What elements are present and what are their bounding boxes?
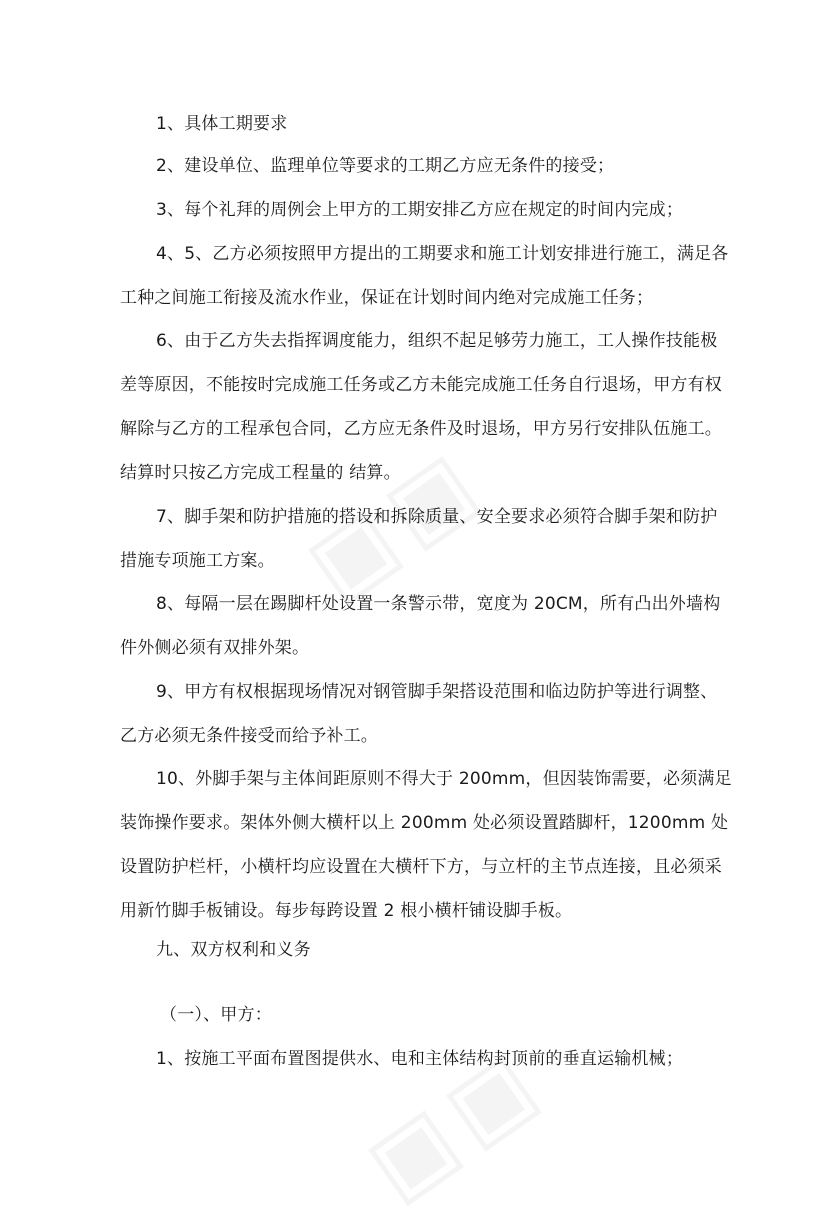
paragraph-line: 1、具体工期要求	[156, 114, 288, 134]
paragraph-line: 7、脚手架和防护措施的搭设和拆除质量、安全要求必须符合脚手架和防护	[156, 507, 718, 527]
paragraph-line: 工种之间施工衔接及流水作业，保证在计划时间内绝对完成施工任务；	[120, 288, 654, 308]
paragraph-line: 乙方必须无条件接受而给予补工。	[120, 726, 378, 746]
paragraph-2	[120, 144, 720, 188]
paragraph-line: 2、建设单位、监理单位等要求的工期乙方应无条件的接受；	[156, 156, 615, 176]
paragraph-3	[120, 188, 720, 232]
paragraph-line: 1、按施工平面布置图提供水、电和主体结构封顶前的垂直运输机械；	[156, 1049, 684, 1069]
paragraph-line: 用新竹脚手板铺设。每步每跨设置 2 根小横杆铺设脚手板。	[120, 901, 573, 921]
paragraph-7	[120, 495, 720, 583]
paragraph-4	[120, 232, 729, 320]
paragraph-line: 9、甲方有权根据现场情况对钢管脚手架搭设范围和临边防护等进行调整、	[156, 682, 718, 702]
paragraph-9	[120, 670, 720, 758]
subsection-heading-party-a	[120, 993, 720, 1037]
paragraph-line: 装饰操作要求。架体外侧大横杆以上 200mm 处必须设置踏脚杆，1200mm 处	[120, 813, 729, 833]
paragraph-line: 4、5、乙方必须按照甲方提出的工期要求和施工计划安排进行施工，满足各	[156, 244, 729, 264]
paragraph-8	[120, 582, 720, 670]
paragraph-line: 3、每个礼拜的周例会上甲方的工期安排乙方应在规定的时间内完成；	[156, 200, 684, 220]
paragraph-1	[120, 102, 720, 146]
paragraph-line: 8、每隔一层在踢脚杆处设置一条警示带，宽度为 20CM，所有凸出外墙构	[156, 594, 721, 614]
paragraph-line: 设置防护栏杆，小横杆均应设置在大横杆下方，与立杆的主节点连接，且必须采	[120, 857, 722, 877]
section-heading-rights	[120, 928, 720, 972]
paragraph-line: 6、由于乙方失去指挥调度能力，组织不起足够劳力施工，工人操作技能极	[156, 331, 718, 351]
paragraph-line: 措施专项施工方案。	[120, 551, 275, 571]
paragraph-10	[120, 757, 732, 933]
paragraph-line: （一）、甲方：	[160, 1005, 272, 1025]
paragraph-line: 九、双方权利和义务	[156, 940, 311, 960]
paragraph-line: 解除与乙方的工程承包合同，乙方应无条件及时退场，甲方另行安排队伍施工。	[120, 419, 722, 439]
paragraph-line: 差等原因，不能按时完成施工任务或乙方未能完成施工任务自行退场，甲方有权	[120, 375, 722, 395]
paragraph-line: 件外侧必须有双排外架。	[120, 638, 310, 658]
paragraph-party-a-1	[120, 1037, 720, 1081]
paragraph-line: 结算时只按乙方完成工程量的 结算。	[120, 463, 401, 483]
paragraph-6	[120, 319, 720, 495]
paragraph-line: 10、外脚手架与主体间距原则不得大于 200mm，但因装饰需要，必须满足	[156, 769, 732, 789]
